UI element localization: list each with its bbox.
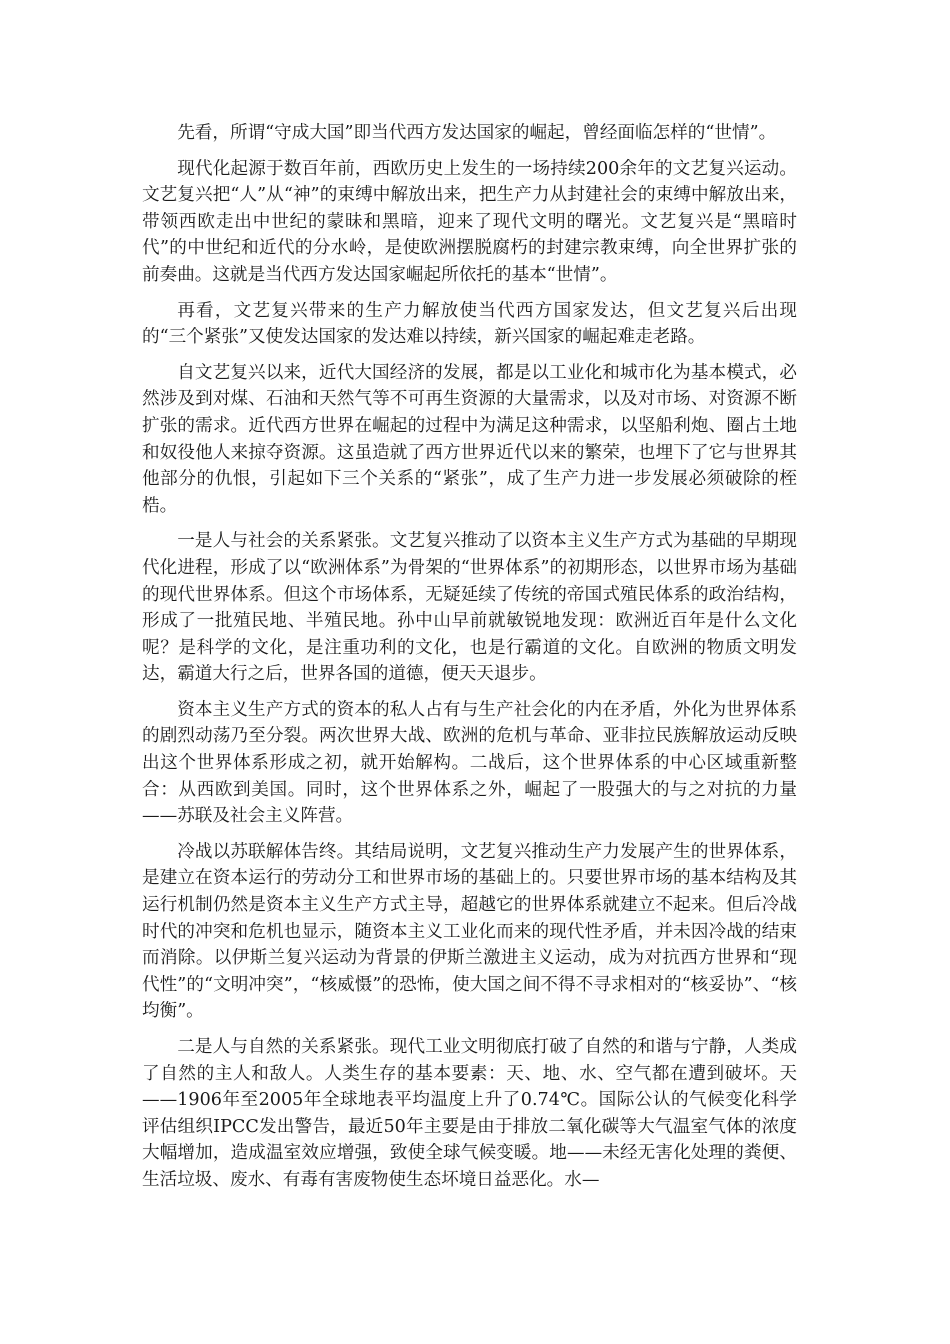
document-body	[142, 120, 797, 1203]
paragraph: 现代化起源于数百年前，西欧历史上发生的一场持续200余年的文艺复兴运动。文艺复兴把“人”从“神”的束缚中解放出来，把生产力从封建社会的束缚中解放出来，带领西欧走出中世纪的蒙昧和黑暗，迎来了现代文明的曙光。文艺复兴是“黑暗时代”的中世纪和近代的分水岭，是使欧洲摆脱腐朽的封建宗教束缚，向全世界扩张的前奏曲。这就是当代西方发达国家崛起所依托的基本“世情”。	[142, 158, 797, 285]
paragraph: 冷战以苏联解体告终。其结局说明，文艺复兴推动生产力发展产生的世界体系，是建立在资本运行的劳动分工和世界市场的基础上的。只要世界市场的基本结构及其运行机制仍然是资本主义生产方式主导，超越它的世界体系就建立不起来。但后冷战时代的冲突和危机也显示，随资本主义工业化而来的现代性矛盾，并未因冷战的结束而消除。以伊斯兰复兴运动为背景的伊斯兰激进主义运动，成为对抗西方世界和“现代性”的“文明冲突”，“核威慑”的恐怖，使大国之间不得不寻求相对的“核妥协”、“核均衡”。	[142, 841, 797, 1022]
paragraph: 先看，所谓“守成大国”即当代西方发达国家的崛起，曾经面临怎样的“世情”。	[177, 123, 777, 143]
paragraph: 再看，文艺复兴带来的生产力解放使当代西方国家发达，但文艺复兴后出现的“三个紧张”又使发达国家的发达难以持续，新兴国家的崛起难走老路。	[142, 300, 797, 348]
paragraph: 二是人与自然的关系紧张。现代工业文明彻底打破了自然的和谐与宁静，人类成了自然的主人和敌人。人类生存的基本要素：天、地、水、空气都在遭到破坏。天——1906年至2005年全球地表平均温度上升了0.74℃。国际公认的气候变化科学评估组织IPCC发出警告，最近50年主要是由于排放二氧化碳等大气温室气体的浓度大幅增加，造成温室效应增强，致使全球气候变暖。地——未经无害化处理的粪便、生活垃圾、废水、有毒有害废物使生态坏境日益恶化。水—	[142, 1037, 797, 1190]
paragraph: 一是人与社会的关系紧张。文艺复兴推动了以资本主义生产方式为基础的早期现代化进程，形成了以“欧洲体系”为骨架的“世界体系”的初期形态，以世界市场为基础的现代世界体系。但这个市场体系，无疑延续了传统的帝国式殖民体系的政治结构，形成了一批殖民地、半殖民地。孙中山早前就敏锐地发现：欧洲近百年是什么文化呢？是科学的文化，是注重功利的文化，也是行霸道的文化。自欧洲的物质文明发达，霸道大行之后，世界各国的道德，便天天退步。	[142, 531, 797, 685]
paragraph: 自文艺复兴以来，近代大国经济的发展，都是以工业化和城市化为基本模式，必然涉及到对煤、石油和天然气等不可再生资源的大量需求，以及对市场、对资源不断扩张的需求。近代西方世界在崛起的过程中为满足这种需求，以坚船利炮、圈占土地和奴役他人来掠夺资源。这虽造就了西方世界近代以来的繁荣，也埋下了它与世界其他部分的仇恨，引起如下三个关系的“紧张”，成了生产力进一步发展必须破除的桎梏。	[142, 362, 797, 516]
paragraph: 资本主义生产方式的资本的私人占有与生产社会化的内在矛盾，外化为世界体系的剧烈动荡乃至分裂。两次世界大战、欧洲的危机与革命、亚非拉民族解放运动反映出这个世界体系形成之初，就开始解构。二战后，这个世界体系的中心区域重新整合：从西欧到美国。同时，这个世界体系之外，崛起了一股强大的与之对抗的力量——苏联及社会主义阵营。	[142, 699, 797, 827]
